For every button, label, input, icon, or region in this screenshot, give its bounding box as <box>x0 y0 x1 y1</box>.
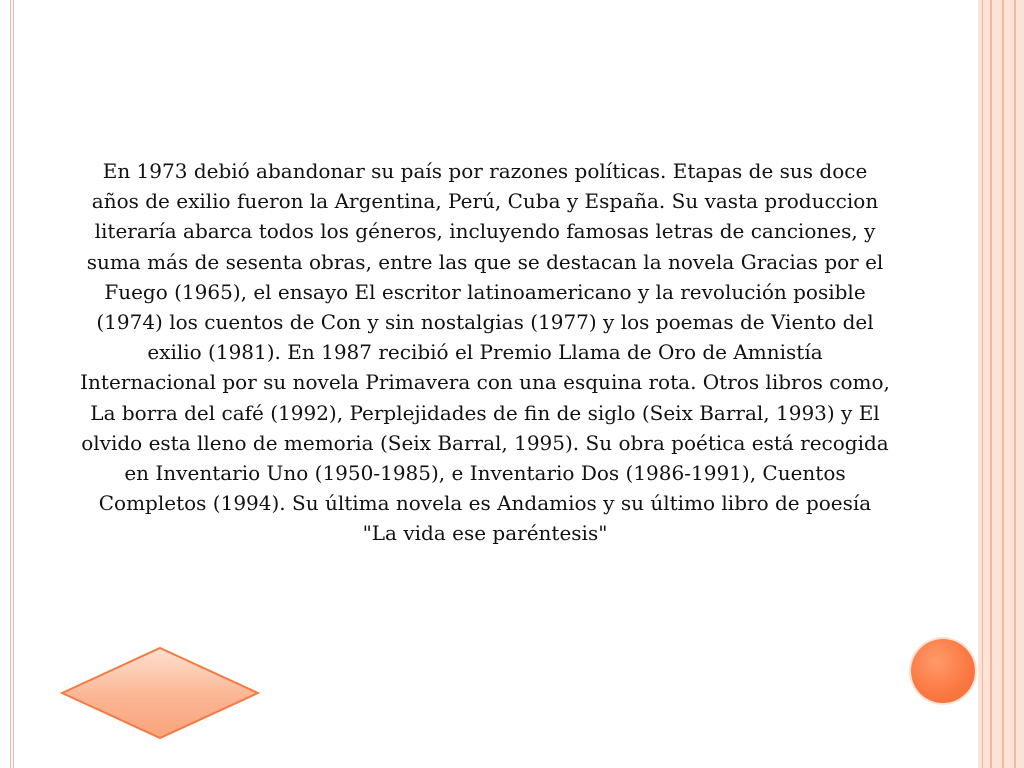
left-frame-line-outer <box>10 0 11 768</box>
stripe-band <box>1004 0 1014 768</box>
stripe-band <box>992 0 1002 768</box>
stripe-line <box>982 0 983 768</box>
circle-shape-icon <box>911 639 975 703</box>
stripe-band <box>978 0 990 768</box>
diamond-shape-icon <box>60 646 260 740</box>
slide-body-text: En 1973 debió abandonar su país por razones políticas. Etapas de sus doce años de exilio fueron la Argentina, Perú, Cuba y España. Su vasta produccion literaría abarca todos los géneros, incluyendo famosas letras de canciones, y suma más de sesenta obras, entre las que se destacan la novela Gracias por el Fuego (1965), el ensayo El escritor latinoamericano y la revolución posible (1974) los cuentos de Con y sin nostalgias (1977) y los poemas de Viento del exilio (1981). En 1987 recibió el Premio Llama de Oro de Amnistía Internacional por su novela Primavera con una esquina rota. Otros libros como, La borra del café (1992), Perplejidades de fin de siglo (Seix Barral, 1993) y El olvido esta lleno de memoria (Seix Barral, 1995). Su obra poética está recogida en Inventario Uno (1950-1985), e Inventario Dos (1986-1991), Cuentos Completos (1994). Su última novela es Andamios y su último libro de poesía "La vida ese paréntesis" <box>80 159 890 546</box>
right-decorative-stripes <box>978 0 1024 768</box>
left-frame-line-inner <box>13 0 14 768</box>
stripe-band <box>1016 0 1024 768</box>
